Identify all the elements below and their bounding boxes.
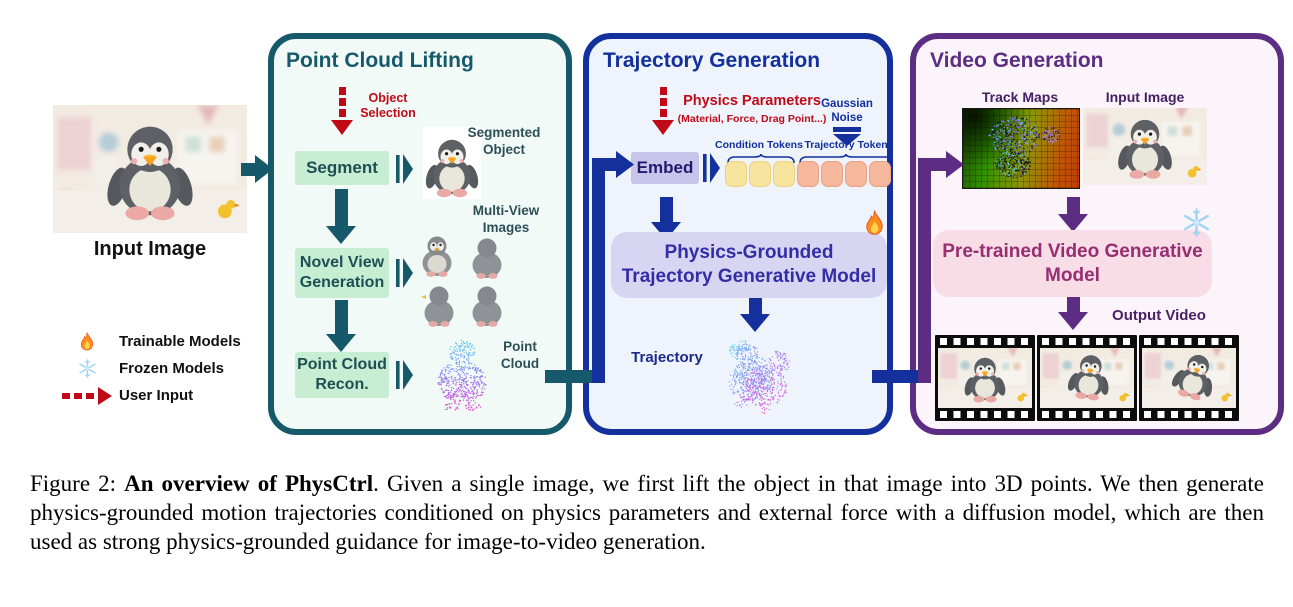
chevron-right-icon	[396, 360, 413, 390]
legend	[55, 328, 285, 409]
inputs-to-model-arrow	[1058, 197, 1088, 232]
trajectory-label: Trajectory	[631, 349, 703, 366]
caption-figure-label: Figure 2:	[30, 471, 125, 496]
video-frame	[1037, 335, 1137, 421]
panel3-input-image	[1083, 108, 1207, 185]
legend-user-input-label: User Input	[119, 387, 194, 404]
gaussian-noise-label: Gaussian Noise	[821, 98, 873, 124]
video-frame	[935, 335, 1035, 421]
trajectory-token	[845, 161, 867, 187]
physics-parameters-title: Physics Parameters	[683, 93, 821, 109]
chevron-right-icon	[396, 154, 413, 184]
pretrained-video-model-box: Pre-trained Video Generative Model	[933, 230, 1212, 297]
figure-caption	[30, 469, 1264, 556]
track-maps-image	[962, 108, 1080, 189]
point-cloud-image	[423, 333, 501, 417]
segment-box: Segment	[295, 151, 389, 185]
legend-item-user-input	[55, 382, 285, 409]
panel-video-generation	[910, 33, 1284, 435]
panel-point-cloud-lifting	[268, 33, 572, 435]
legend-item-frozen	[55, 355, 285, 382]
condition-token	[725, 161, 747, 187]
output-video-filmstrip	[935, 335, 1239, 421]
caption-bold-title: An overview of PhysCtrl	[124, 471, 374, 496]
snowflake-icon	[1182, 208, 1211, 242]
model-to-trajectory-arrow	[740, 298, 770, 332]
model-to-video-arrow	[1058, 297, 1088, 330]
fire-icon	[55, 331, 119, 353]
trajectory-token	[821, 161, 843, 187]
trajectory-token	[797, 161, 819, 187]
segment-to-novelview-arrow	[326, 189, 356, 244]
panel3-title: Video Generation	[930, 49, 1104, 72]
caption-body: . Given a single image, we first lift the object in that image into 3D points. We then generate physics-grounded motion trajectories conditioned on physics parameters and external force with a diffusion model, which are then used as strong physics-grounded guidance for image-to-video generation.	[30, 471, 1264, 554]
condition-token	[749, 161, 771, 187]
video-frame	[1139, 335, 1239, 421]
trajectory-token	[869, 161, 891, 187]
multi-view-images	[413, 230, 511, 328]
snowflake-icon	[55, 359, 119, 378]
trajectory-tokens	[797, 161, 891, 187]
dashed-arrow-icon	[55, 387, 119, 405]
panel1-title: Point Cloud Lifting	[286, 49, 474, 72]
physics-parameters-label	[677, 93, 827, 128]
novel-view-generation-box: Novel View Generation	[295, 248, 389, 298]
segmented-object-label: Segmented Object	[467, 125, 541, 157]
panel3-input-image-label: Input Image	[1105, 89, 1185, 105]
physics-parameters-dashed-arrow	[651, 84, 675, 135]
input-image-photo	[53, 105, 247, 233]
condition-tokens-label: Condition Tokens	[715, 139, 803, 151]
track-maps-label: Track Maps	[981, 89, 1059, 105]
trajectory-tokens-label: Trajectory Tokens	[804, 139, 894, 151]
chevron-right-icon	[396, 258, 413, 288]
embed-box: Embed	[631, 152, 699, 184]
object-selection-dashed-arrow	[330, 84, 354, 135]
legend-trainable-label: Trainable Models	[119, 333, 241, 350]
condition-token	[773, 161, 795, 187]
input-image-label: Input Image	[93, 238, 207, 260]
output-video-label: Output Video	[1112, 307, 1206, 324]
legend-item-trainable	[55, 328, 285, 355]
panel-trajectory-generation	[583, 33, 893, 435]
trajectory-image	[713, 332, 795, 416]
novelview-to-recon-arrow	[326, 300, 356, 352]
fire-icon	[861, 209, 888, 243]
panel2-title: Trajectory Generation	[603, 49, 821, 72]
point-cloud-label: Point Cloud	[500, 339, 540, 371]
chevron-right-icon	[703, 153, 720, 183]
legend-frozen-label: Frozen Models	[119, 360, 225, 377]
object-selection-label: Object Selection	[360, 91, 416, 120]
physics-grounded-model-box: Physics-Grounded Trajectory Generative Model	[611, 232, 887, 298]
condition-tokens	[725, 161, 795, 187]
point-cloud-recon-box: Point Cloud Recon.	[295, 352, 389, 398]
multi-view-images-label: Multi-View Images	[472, 203, 540, 235]
physics-parameters-detail: (Material, Force, Drag Point...)	[677, 113, 827, 125]
